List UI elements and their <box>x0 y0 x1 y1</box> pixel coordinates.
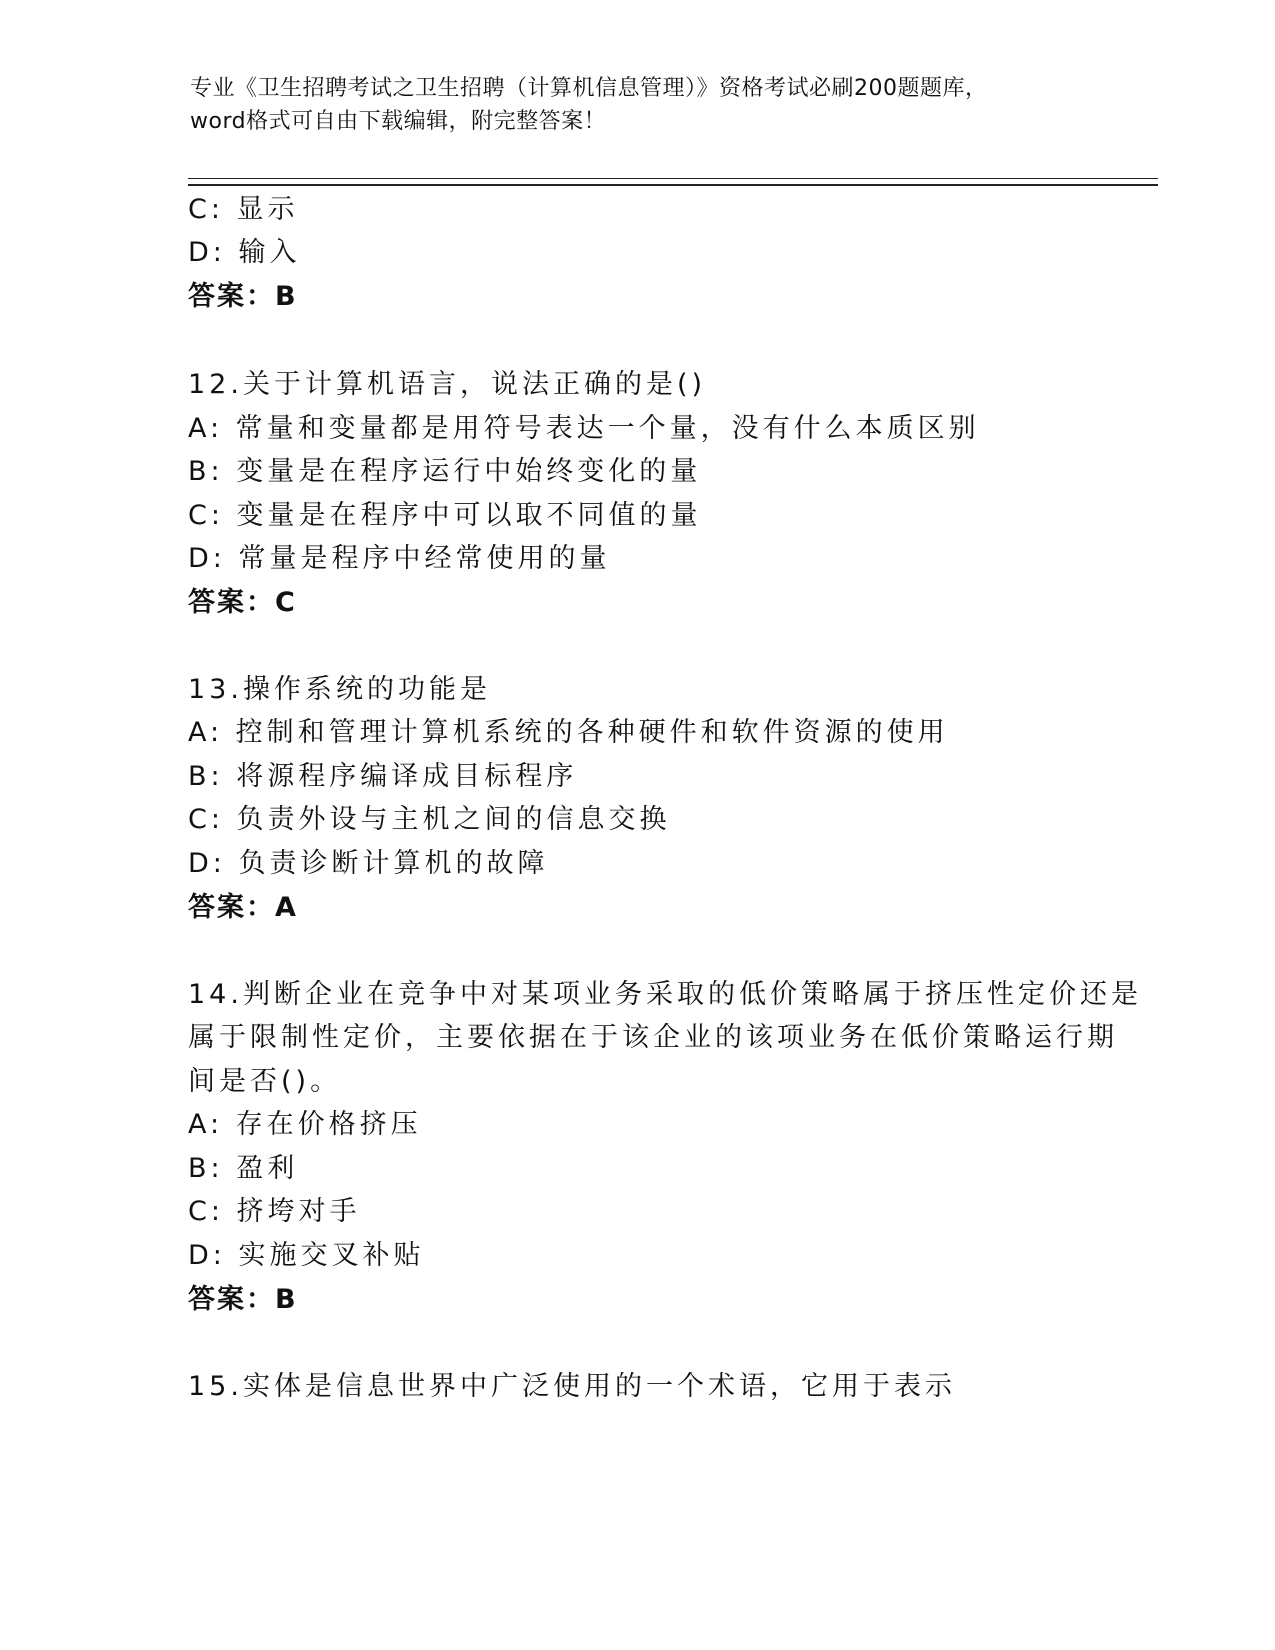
question-14-option-c: C: 挤垮对手 <box>188 1196 361 1227</box>
question-13-stem: 13.操作系统的功能是 <box>188 674 491 705</box>
question-13-option-c: C: 负责外设与主机之间的信息交换 <box>188 804 671 835</box>
question-14-option-b: B: 盈利 <box>188 1153 299 1184</box>
question-13-option-d: D: 负责诊断计算机的故障 <box>188 848 549 879</box>
question-14-stem-line-1: 14.判断企业在竞争中对某项业务采取的低价策略属于挤压性定价还是 <box>188 979 1142 1010</box>
question-13-option-b: B: 将源程序编译成目标程序 <box>188 761 578 792</box>
question-13-answer: 答案：A <box>188 892 298 923</box>
header-divider-thin <box>188 178 1158 179</box>
question-14-answer: 答案：B <box>188 1284 298 1315</box>
question-12-option-b: B: 变量是在程序运行中始终变化的量 <box>188 456 702 487</box>
prev-option-c: C: 显示 <box>188 194 299 225</box>
question-13-option-a: A: 控制和管理计算机系统的各种硬件和软件资源的使用 <box>188 717 949 748</box>
prev-option-d: D: 输入 <box>188 237 301 268</box>
question-14-stem-line-2: 属于限制性定价，主要依据在于该企业的该项业务在低价策略运行期 <box>188 1022 1118 1053</box>
document-header <box>190 72 1090 138</box>
question-14-option-a: A: 存在价格挤压 <box>188 1109 422 1140</box>
header-divider-thick <box>188 184 1158 186</box>
prev-answer: 答案：B <box>188 281 298 312</box>
question-15-stem: 15.实体是信息世界中广泛使用的一个术语，它用于表示 <box>188 1371 956 1402</box>
question-14-option-d: D: 实施交叉补贴 <box>188 1240 425 1271</box>
question-14-stem-line-3: 间是否()。 <box>188 1066 342 1097</box>
question-12-answer: 答案：C <box>188 587 297 618</box>
header-line-1: 专业《卫生招聘考试之卫生招聘（计算机信息管理）》资格考试必刷200题题库， <box>190 76 988 101</box>
question-12-stem: 12.关于计算机语言，说法正确的是() <box>188 369 707 400</box>
question-12-option-c: C: 变量是在程序中可以取不同值的量 <box>188 500 702 531</box>
question-12-option-d: D: 常量是程序中经常使用的量 <box>188 543 611 574</box>
header-line-2: word格式可自由下载编辑，附完整答案！ <box>190 109 607 134</box>
question-12-option-a: A: 常量和变量都是用符号表达一个量，没有什么本质区别 <box>188 413 980 444</box>
